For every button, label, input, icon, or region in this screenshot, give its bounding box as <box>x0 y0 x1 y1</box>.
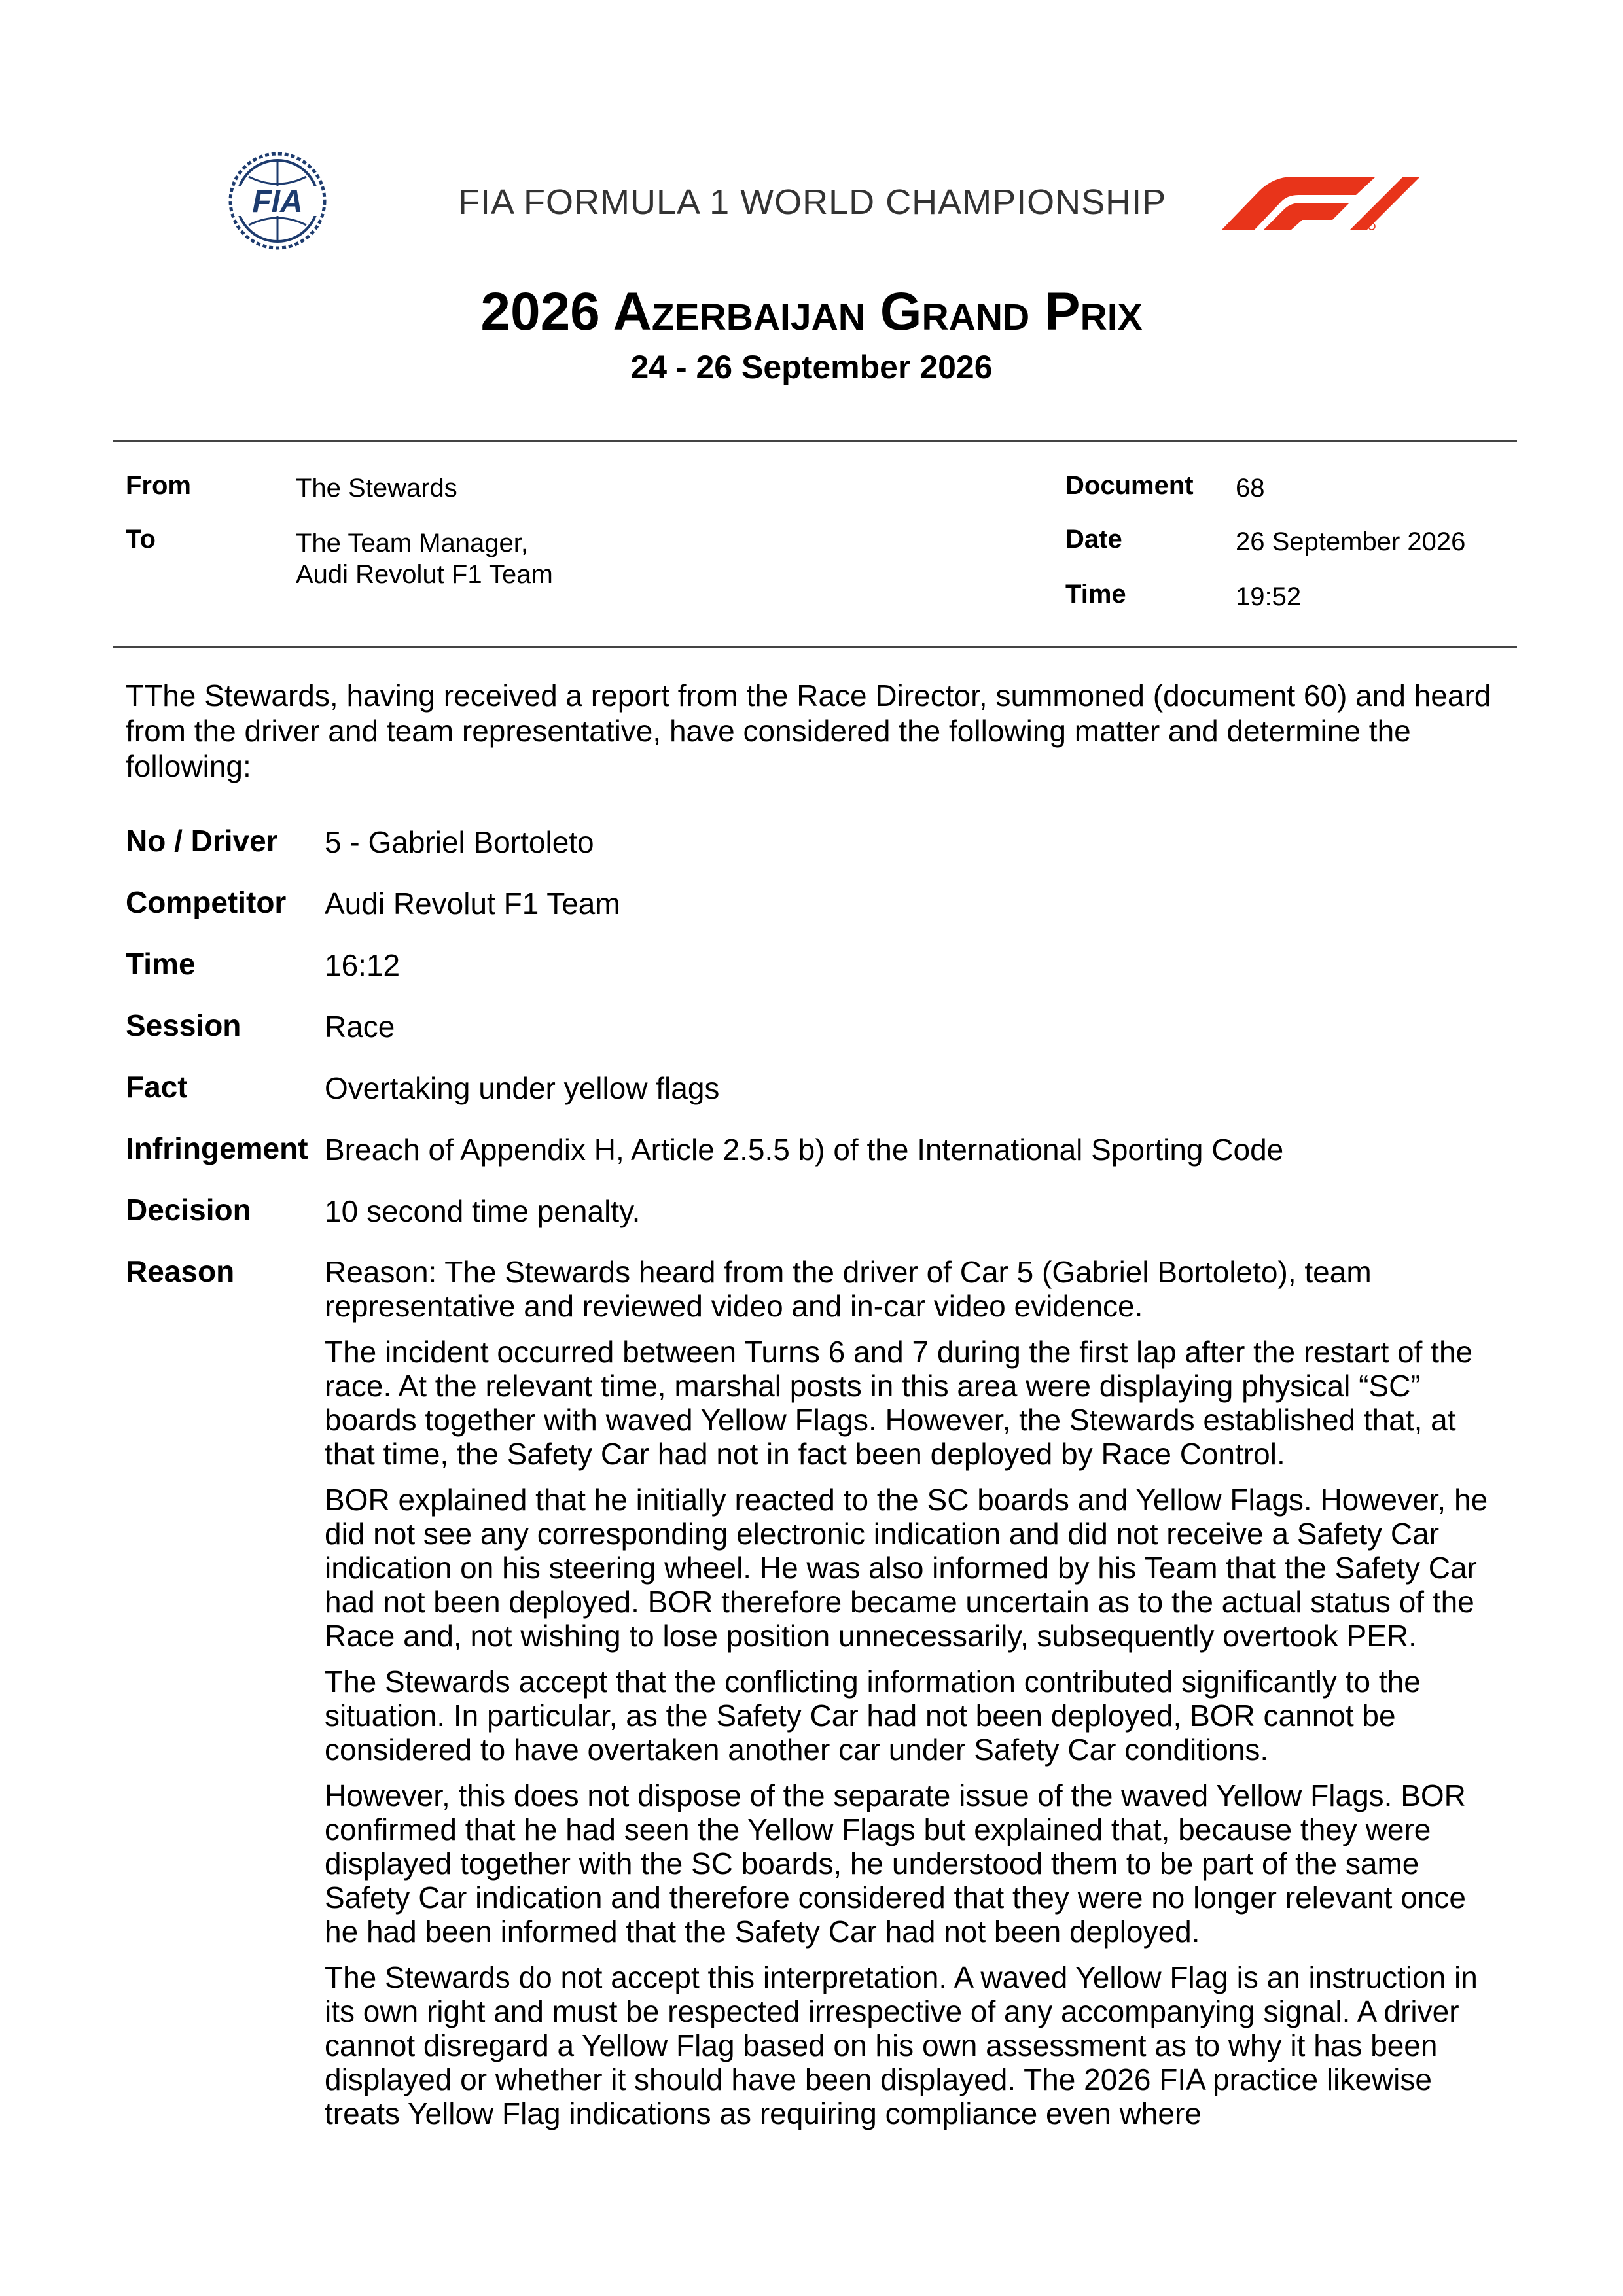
to-value <box>296 527 553 590</box>
reason-paragraph: The Stewards accept that the conflicting information contributed significantly to the situation. In particular, as the Safety Car had not been deployed, BOR cannot be considered to have overtaken another car under Safety Car conditions. <box>325 1665 1421 1767</box>
competitor-value: Audi Revolut F1 Team <box>325 887 620 921</box>
from-value: The Stewards <box>296 474 457 503</box>
incident-time-value: 16:12 <box>325 948 401 982</box>
fia-logo-text: FIA <box>252 185 303 219</box>
time-label: Time <box>1065 580 1126 609</box>
driver-label: No / Driver <box>126 824 278 858</box>
session-value: Race <box>325 1010 395 1044</box>
divider <box>113 646 1517 648</box>
date-value: 26 September 2026 <box>1236 527 1466 556</box>
intro-paragraph: TThe Stewards, having received a report from the Race Director, summoned (document 60) and heard from the driver and team representative, have considered the following matter and determine the following: <box>126 679 1491 783</box>
time-value: 19:52 <box>1236 582 1302 611</box>
competitor-label: Competitor <box>126 885 287 919</box>
document-label: Document <box>1065 471 1194 500</box>
reason-paragraph: Reason: The Stewards heard from the driver of Car 5 (Gabriel Bortoleto), team representative and reviewed video and in-car video evidence. <box>325 1255 1372 1323</box>
session-label: Session <box>126 1008 241 1042</box>
from-label: From <box>126 471 191 500</box>
decision-value: 10 second time penalty. <box>325 1194 641 1228</box>
championship-title: FIA FORMULA 1 WORLD CHAMPIONSHIP <box>458 183 1167 222</box>
to-value-line1: The Team Manager, <box>296 529 529 557</box>
event-dates: 24 - 26 September 2026 <box>630 349 993 385</box>
reason-paragraph: The Stewards do not accept this interpretation. A waved Yellow Flag is an instruction in its own right and must be respected irrespective of any accompanying signal. A driver cannot disregard a Yellow Flag based on his own assessment as to why it has been displayed or whether it should have been displayed. The 2026 FIA practice likewise treats Yellow Flag indications as requiring compliance even where <box>325 1960 1478 2130</box>
to-label: To <box>126 525 156 554</box>
reason-paragraph: The incident occurred between Turns 6 and 7 during the first lap after the restart of the race. At the relevant time, marshal posts in this area were displaying physical “SC” boards together with waved Yellow Flags. However, the Stewards established that, at that time, the Safety Car had not in fact been deployed by Race Control. <box>325 1335 1473 1471</box>
fact-value: Overtaking under yellow flags <box>325 1071 720 1105</box>
fia-logo <box>208 152 347 250</box>
reason-paragraph: BOR explained that he initially reacted to the SC boards and Yellow Flags. However, he did not see any corresponding electronic indication and did not receive a Safety Car indication on his steering wheel. He was also informed by his Team that the Safety Car had not been deployed. BOR therefore became uncertain as to the actual status of the Race and, not wishing to lose position unnecessarily, subsequently overtook PER. <box>325 1483 1488 1653</box>
incident-time-label: Time <box>126 947 196 981</box>
date-label: Date <box>1065 525 1122 554</box>
to-value-line2: Audi Revolut F1 Team <box>296 560 553 589</box>
reason-paragraph: However, this does not dispose of the separate issue of the waved Yellow Flags. BOR confirmed that he had seen the Yellow Flags but explained that, because they were displayed together with the SC boards, he understood them to be part of the same Safety Car indication and therefore considered that they were no longer relevant once he had been informed that the Safety Car had not been deployed. <box>325 1778 1466 1949</box>
event-title: 2026 Azerbaijan Grand Prix <box>480 282 1143 342</box>
f1-logo-icon <box>1221 173 1420 232</box>
infringement-value: Breach of Appendix H, Article 2.5.5 b) of the International Sporting Code <box>325 1133 1284 1167</box>
decision-label: Decision <box>126 1193 251 1227</box>
reason-body <box>325 1255 1503 2142</box>
document-value: 68 <box>1236 474 1265 503</box>
infringement-label: Infringement <box>126 1131 308 1165</box>
reason-label: Reason <box>126 1254 235 1288</box>
driver-value: 5 - Gabriel Bortoleto <box>325 825 594 859</box>
divider <box>113 440 1517 442</box>
fact-label: Fact <box>126 1070 188 1104</box>
